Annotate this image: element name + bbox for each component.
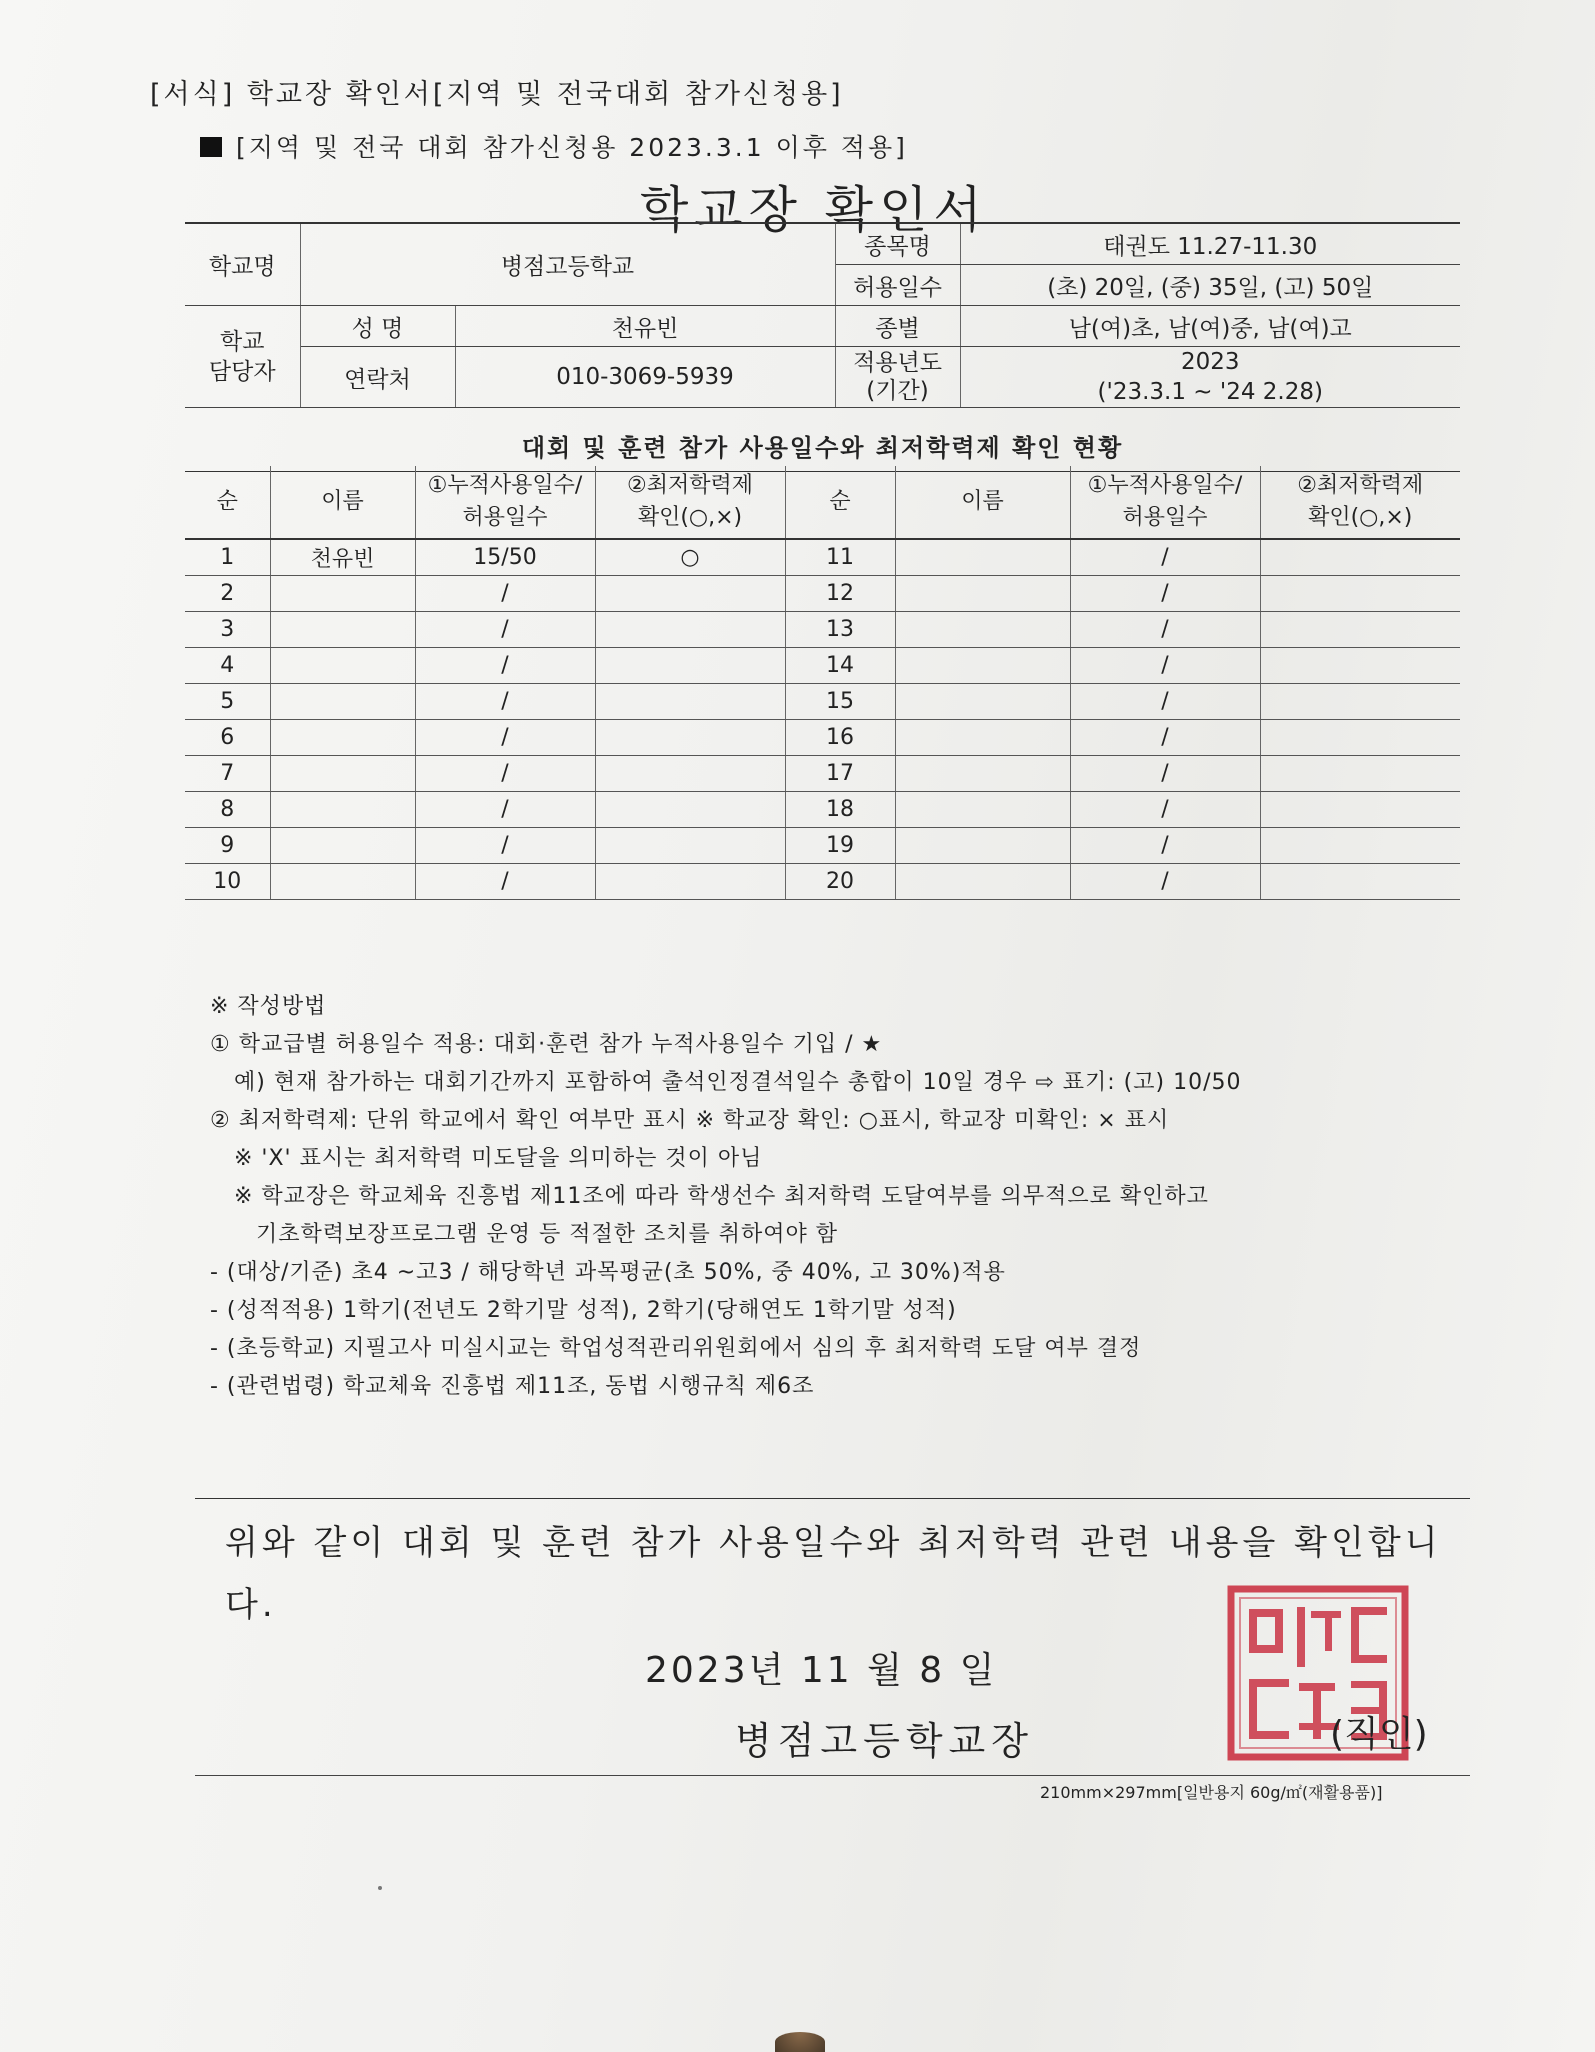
name-value: 천유빈 [455,306,835,347]
instruction-line: - (관련법령) 학교체육 진흥법 제11조, 동법 시행규칙 제6조 [210,1374,815,1399]
row-no: 2 [185,576,270,612]
row-no: 6 [185,720,270,756]
row-no: 5 [185,684,270,720]
row-confirm [595,648,785,684]
footer-divider [195,1775,1470,1776]
table-row [185,612,1460,648]
contact-label: 학교 담당자 [185,306,300,408]
instruction-line: ① 학교급별 허용일수 적용: 대회·훈련 참가 누적사용일수 기입 / ★ [210,1032,883,1057]
row-name [895,828,1070,864]
row-name [895,864,1070,900]
row-days: / [1070,539,1260,576]
seal-label: (직인) [1330,1714,1428,1755]
period-label: 적용년도 (기간) [835,347,960,408]
row-name [895,539,1070,576]
row-no: 20 [785,864,895,900]
instruction-line: ② 최저학력제: 단위 학교에서 확인 여부만 표시 ※ 학교장 확인: ○표시, 학교장 미확인: × 표시 [210,1108,1170,1133]
row-confirm [595,720,785,756]
allowed-days-label: 허용일수 [835,265,960,306]
row-days: / [1070,756,1260,792]
col-header-confirm-right: ②최저학력제 확인(○,×) [1260,466,1460,539]
instructions [210,988,1490,1406]
row-confirm [1260,648,1460,684]
issue-date: 2023년 11 월 8 일 [645,1650,998,1691]
instruction-line: - (초등학교) 지필고사 미실시교는 학업성적관리위원회에서 심의 후 최저학력 도달 여부 결정 [210,1336,1142,1361]
row-confirm: ○ [595,539,785,576]
school-name-value: 병점고등학교 [300,223,835,306]
row-days: / [415,828,595,864]
row-days: / [1070,792,1260,828]
row-no: 19 [785,828,895,864]
row-days: / [1070,828,1260,864]
period-range: ('23.3.1 ~ '24 2.28) [1097,379,1323,405]
col-header-no: 순 [185,466,270,539]
row-confirm [1260,864,1460,900]
row-no: 8 [185,792,270,828]
row-name [270,684,415,720]
row-days: / [1070,576,1260,612]
row-name [895,612,1070,648]
row-confirm [595,684,785,720]
col-header-confirm: ②최저학력제 확인(○,×) [595,466,785,539]
row-days: / [415,792,595,828]
row-name [270,792,415,828]
row-confirm [1260,792,1460,828]
row-no: 17 [785,756,895,792]
col-header-no-right: 순 [785,466,895,539]
row-confirm [1260,756,1460,792]
square-bullet-icon [200,137,222,157]
instructions-heading: ※ 작성방법 [210,994,327,1019]
row-name: 천유빈 [270,539,415,576]
confirmation-text: 위와 같이 대회 및 훈련 참가 사용일수와 최저학력 관련 내용을 확인합니다. [225,1523,1442,1625]
row-no: 13 [785,612,895,648]
form-subtitle-text: [지역 및 전국 대회 참가신청용 2023.3.1 이후 적용] [236,133,908,162]
row-confirm [1260,576,1460,612]
row-name [895,648,1070,684]
col-header-name-right: 이름 [895,466,1070,539]
row-days: / [415,576,595,612]
row-confirm [595,612,785,648]
category-value: 남(여)초, 남(여)중, 남(여)고 [960,306,1460,347]
row-confirm [595,828,785,864]
divider [195,1498,1470,1499]
form-subtitle [200,128,908,164]
row-no: 7 [185,756,270,792]
table-row [185,684,1460,720]
row-confirm [595,576,785,612]
row-no: 4 [185,648,270,684]
table-row [185,648,1460,684]
event-label: 종목명 [835,223,960,265]
phone-label: 연락처 [300,347,455,408]
instruction-line: ※ 'X' 표시는 최저학력 미도달을 의미하는 것이 아님 [234,1146,763,1171]
row-no: 15 [785,684,895,720]
row-confirm [1260,539,1460,576]
instruction-line: 기초학력보장프로그램 운영 등 적절한 조치를 취하여야 함 [256,1222,839,1247]
row-name [270,576,415,612]
table-row [185,792,1460,828]
row-days: / [415,720,595,756]
row-no: 16 [785,720,895,756]
category-label: 종별 [835,306,960,347]
allowed-days-value: (초) 20일, (중) 35일, (고) 50일 [960,265,1460,306]
principal-name: 병점고등학교장 [735,1719,1034,1763]
table-row [185,539,1460,576]
row-no: 9 [185,828,270,864]
row-no: 11 [785,539,895,576]
row-days: / [1070,864,1260,900]
school-info-table [185,222,1460,408]
row-confirm [1260,720,1460,756]
page-title: 학교장 확인서 [640,181,988,239]
table-row [185,720,1460,756]
section-title: 대회 및 훈련 참가 사용일수와 최저학력제 확인 현황 [185,428,1460,472]
col-header-days-right: ①누적사용일수/ 허용일수 [1070,466,1260,539]
col-header-days: ①누적사용일수/ 허용일수 [415,466,595,539]
period-value [960,347,1460,408]
row-confirm [595,756,785,792]
row-confirm [595,792,785,828]
row-days: / [1070,720,1260,756]
row-name [270,720,415,756]
records-table [185,466,1460,900]
row-confirm [1260,684,1460,720]
row-name [270,864,415,900]
row-no: 12 [785,576,895,612]
row-name [895,720,1070,756]
row-days: / [1070,684,1260,720]
record-rows [185,539,1460,900]
row-name [270,828,415,864]
row-name [270,756,415,792]
row-no: 18 [785,792,895,828]
row-days: / [1070,648,1260,684]
row-confirm [1260,612,1460,648]
row-no: 10 [185,864,270,900]
table-row [185,756,1460,792]
row-name [270,648,415,684]
paper-spec: 210mm×297mm[일반용지 60g/㎡(재활용품)] [1040,1783,1383,1802]
row-no: 1 [185,539,270,576]
row-no: 3 [185,612,270,648]
paper-speck [378,1886,382,1890]
row-confirm [1260,828,1460,864]
row-days: / [415,756,595,792]
row-no: 14 [785,648,895,684]
instruction-line: - (성적적용) 1학기(전년도 2학기말 성적), 2학기(당해연도 1학기말 성적) [210,1298,957,1323]
row-days: / [415,864,595,900]
row-name [895,684,1070,720]
table-row [185,828,1460,864]
row-days: 15/50 [415,539,595,576]
row-days: / [415,684,595,720]
period-year: 2023 [1180,349,1240,375]
row-days: / [415,612,595,648]
table-row [185,576,1460,612]
event-value: 태권도 11.27-11.30 [960,223,1460,265]
col-header-name: 이름 [270,466,415,539]
instruction-line: 예) 현재 참가하는 대회기간까지 포함하여 출석인정결석일수 총합이 10일 경우 ⇨ 표기: (고) 10/50 [234,1070,1242,1095]
row-days: / [1070,612,1260,648]
phone-value: 010-3069-5939 [455,347,835,408]
name-label: 성 명 [300,306,455,347]
binder-clip [775,2032,825,2052]
row-name [895,792,1070,828]
form-label: [서식] 학교장 확인서[지역 및 전국대회 참가신청용] [150,79,844,110]
instruction-line: - (대상/기준) 초4 ~고3 / 해당학년 과목평균(초 50%, 중 40%, 고 30%)적용 [210,1260,1006,1285]
row-days: / [415,648,595,684]
table-row [185,864,1460,900]
row-name [270,612,415,648]
row-name [895,756,1070,792]
school-name-label: 학교명 [185,223,300,306]
row-name [895,576,1070,612]
row-confirm [595,864,785,900]
instruction-line: ※ 학교장은 학교체육 진흥법 제11조에 따라 학생선수 최저학력 도달여부를 의무적으로 확인하고 [234,1184,1209,1209]
